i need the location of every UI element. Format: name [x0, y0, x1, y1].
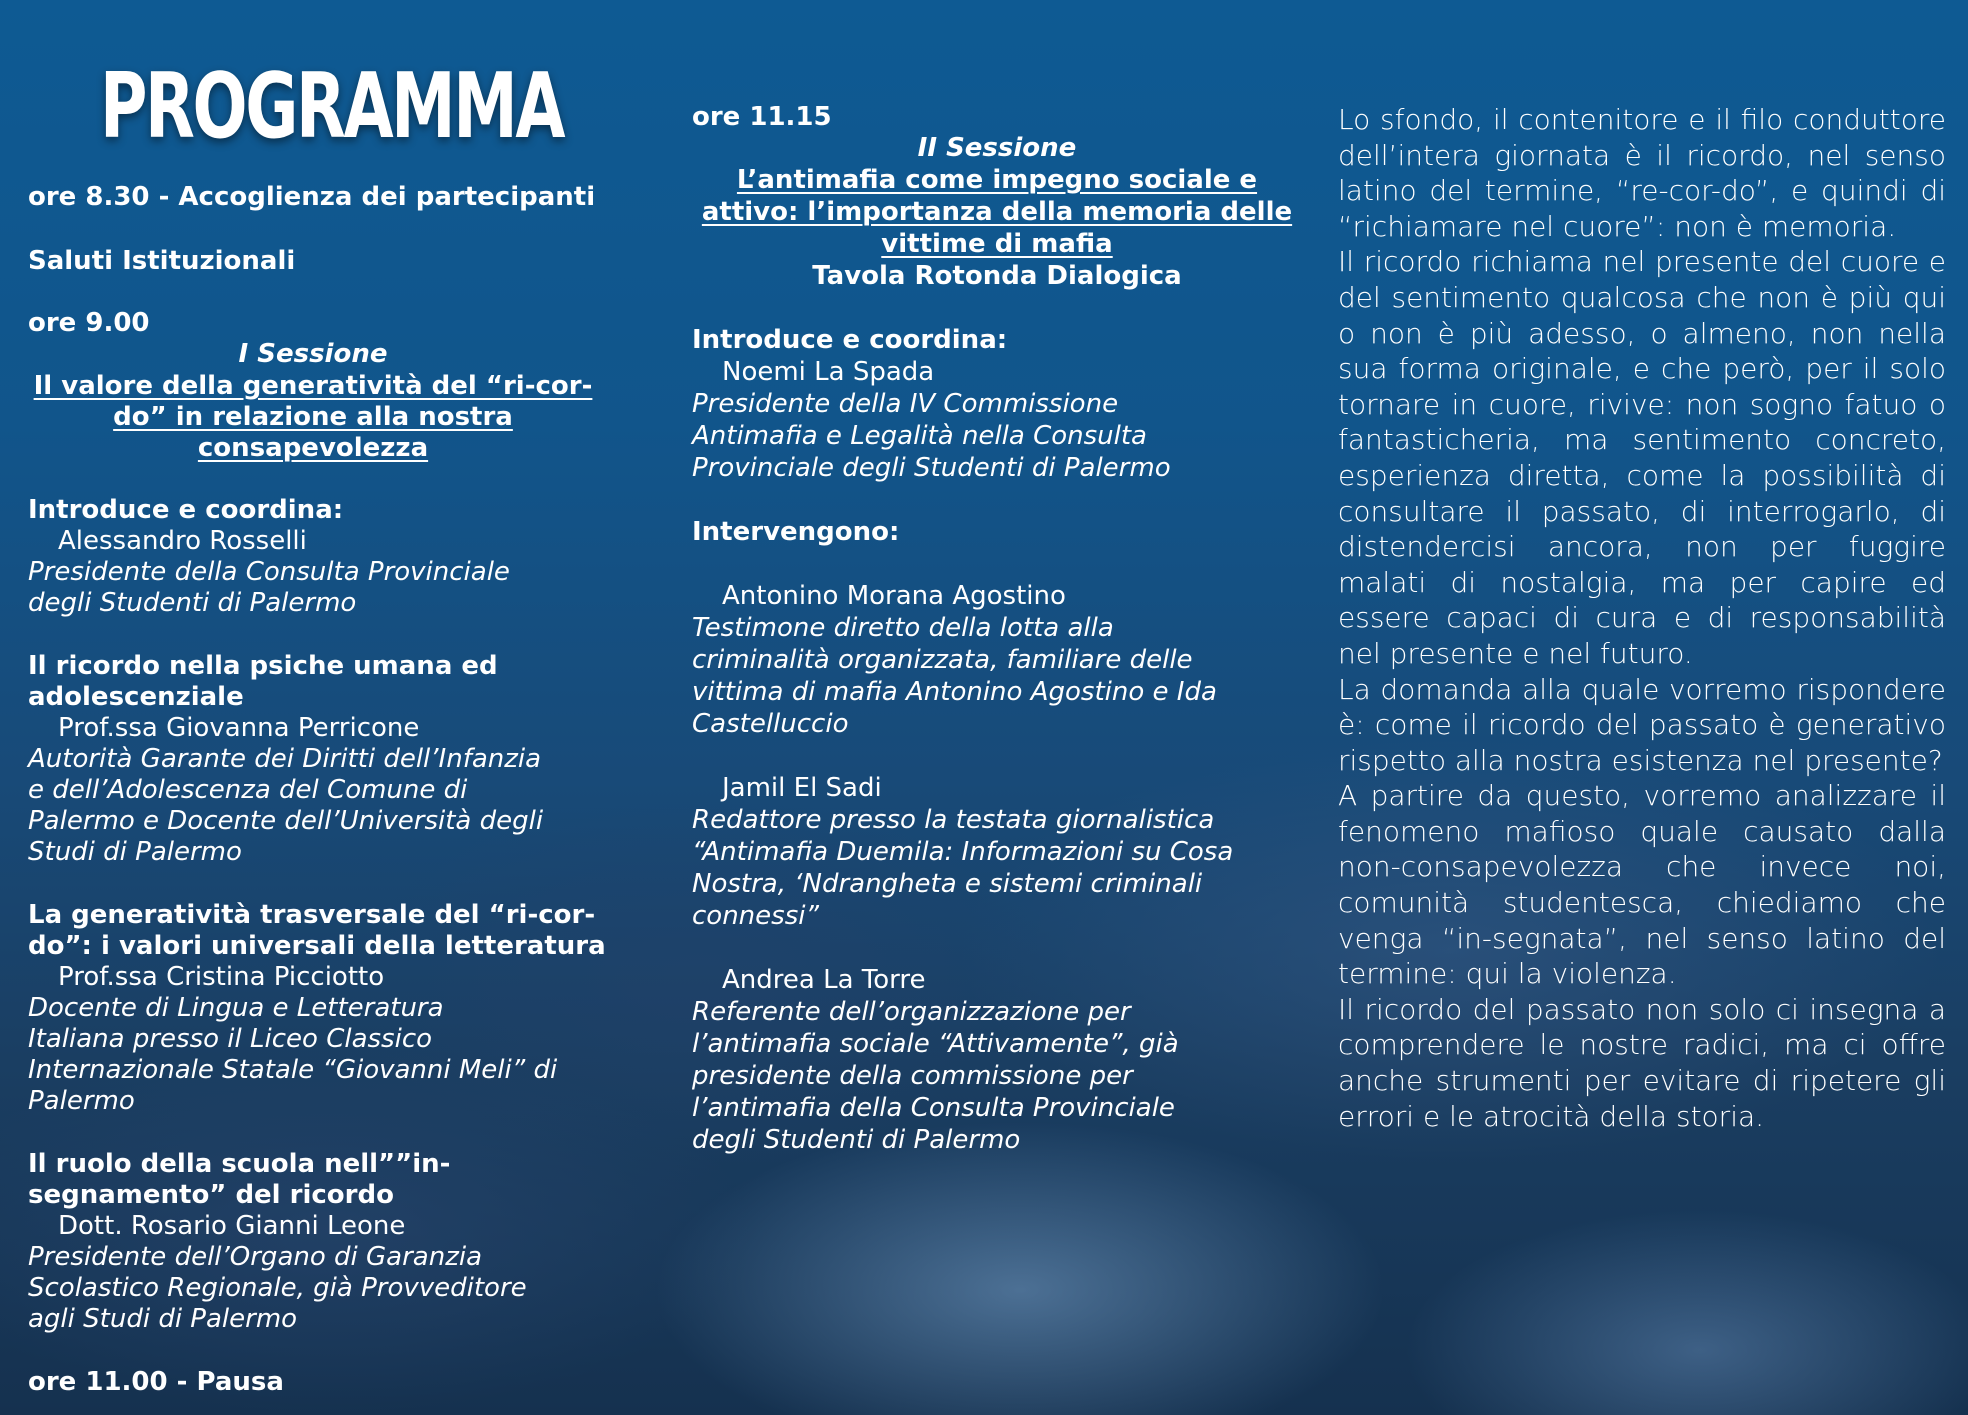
institutional-greetings: Saluti Istituzionali — [28, 246, 296, 276]
talk3-title: Il ruolo della scuola nell””in- — [28, 1149, 451, 1179]
talk2-speaker-role: Italiana presso il Liceo Classico — [28, 1024, 433, 1054]
intro-text-block — [1338, 102, 1946, 1134]
speakers-heading: Intervengono: — [692, 517, 900, 547]
speaker1-role: vittima di mafia Antonino Agostino e Ida — [692, 677, 1217, 707]
paragraph: Il ricordo richiama nel presente del cuore e del sentimento qualcosa che non è più qui o non è più adesso, o almeno, non nella sua forma originale, e che però, per il solo tornare in cuore, rivive: non sogno fatuo o fantasticheria, ma sentimento concreto, esperienza diretta, come la possibilità di consultare il passato, di interrogarlo, di distendercisi ancora, non per fuggire malati di nostalgia, ma per capire ed essere capaci di cura e di responsabilità nel presente e nel futuro. — [1338, 245, 1946, 670]
speaker1-role: criminalità organizzata, familiare delle — [692, 645, 1193, 675]
intro-speaker-role: Provinciale degli Studenti di Palermo — [692, 453, 1171, 483]
talk1-title: adolescenziale — [28, 682, 244, 712]
paragraph: Il ricordo del passato non solo ci insegna a comprendere le nostre radici, ma ci offre anche strumenti per evitare di ripetere gli errori e le atrocità della storia. — [1338, 992, 1946, 1133]
paragraph: Lo sfondo, il contenitore e il filo conduttore dell’intera giornata è il ricordo, nel senso latino del termine, “re-cor-do”, e quindi di “richiamare nel cuore”: non è memoria. — [1338, 103, 1946, 243]
page-title: PROGRAMMA — [100, 54, 564, 159]
intro-heading: Introduce e coordina: — [692, 325, 1008, 355]
paragraph: A partire da questo, vorremo analizzare il fenomeno mafioso quale causato dalla non-consapevolezza che invece noi, comunità studentesca, chiediamo che venga “in-segnata”, nel senso latino del termine: qui la violenza. — [1338, 779, 1946, 991]
talk1-title: Il ricordo nella psiche umana ed — [28, 651, 498, 681]
intro-speaker-role: Presidente della Consulta Provinciale — [28, 557, 510, 587]
speaker3-role: l’antimafia sociale “Attivamente”, già — [692, 1029, 1179, 1059]
talk1-speaker-role: Studi di Palermo — [28, 837, 242, 867]
talk3-title: segnamento” del ricordo — [28, 1180, 394, 1210]
talk2-speaker-name: Prof.ssa Cristina Picciotto — [58, 962, 385, 992]
speaker3-role: degli Studenti di Palermo — [692, 1125, 1021, 1155]
session1-time: ore 9.00 — [28, 308, 150, 338]
talk2-title: La generatività trasversale del “ri-cor- — [28, 900, 596, 930]
session2-format: Tavola Rotonda Dialogica — [812, 261, 1182, 291]
session2-title-line: L’antimafia come impegno sociale e — [736, 165, 1258, 195]
talk2-speaker-role: Docente di Lingua e Letteratura — [28, 993, 444, 1023]
talk2-title: do”: i valori universali della letteratura — [28, 931, 606, 961]
session2-label: II Sessione — [917, 133, 1077, 163]
speaker2-role: Nostra, ‘Ndrangheta e sistemi criminali — [692, 869, 1203, 899]
session1-title-line: consapevolezza — [197, 433, 429, 463]
session2-time: ore 11.15 — [692, 102, 832, 132]
session1-label: I Sessione — [238, 339, 388, 369]
speaker2-role: connessi” — [692, 901, 819, 931]
talk3-speaker-name: Dott. Rosario Gianni Leone — [58, 1211, 406, 1241]
talk1-speaker-role: e dell’Adolescenza del Comune di — [28, 775, 468, 805]
talk3-speaker-role: Scolastico Regionale, già Provveditore — [28, 1273, 527, 1303]
talk3-speaker-role: Presidente dell’Organo di Garanzia — [28, 1242, 482, 1272]
talk1-speaker-role: Palermo e Docente dell’Università degli — [28, 806, 544, 836]
speaker1-role: Testimone diretto della lotta alla — [692, 613, 1114, 643]
welcome-time: ore 8.30 - Accoglienza dei partecipanti — [28, 182, 596, 212]
talk2-speaker-role: Palermo — [28, 1086, 135, 1116]
speaker2-role: “Antimafia Duemila: Informazioni su Cosa — [692, 837, 1234, 867]
intro-speaker-role: degli Studenti di Palermo — [28, 588, 357, 618]
intro-speaker-name: Alessandro Rosselli — [58, 526, 307, 556]
speaker2-name: Jamil El Sadi — [722, 773, 882, 803]
talk3-speaker-role: agli Studi di Palermo — [28, 1304, 298, 1334]
session1-title-line: do” in relazione alla nostra — [113, 402, 513, 432]
intro-speaker-role: Antimafia e Legalità nella Consulta — [692, 421, 1147, 451]
speaker3-role: Referente dell’organizzazione per — [692, 997, 1131, 1027]
intro-heading: Introduce e coordina: — [28, 495, 344, 525]
speaker2-role: Redattore presso la testata giornalistica — [692, 805, 1215, 835]
talk1-speaker-name: Prof.ssa Giovanna Perricone — [58, 713, 420, 743]
speaker1-role: Castelluccio — [692, 709, 849, 739]
talk1-speaker-role: Autorità Garante dei Diritti dell’Infanzia — [28, 744, 542, 774]
intro-speaker-name: Noemi La Spada — [722, 357, 935, 387]
session2-title-line: attivo: l’importanza della memoria delle — [701, 197, 1293, 227]
speaker3-role: presidente della commissione per — [692, 1061, 1133, 1091]
talk2-speaker-role: Internazionale Statale “Giovanni Meli” di — [28, 1055, 558, 1085]
speaker1-name: Antonino Morana Agostino — [722, 581, 1066, 611]
session1-title-line: Il valore della generatività del “ri-cor- — [33, 371, 593, 401]
break-time: ore 11.00 - Pausa — [28, 1367, 284, 1397]
session2-title-line: vittime di mafia — [881, 229, 1113, 259]
paragraph: La domanda alla quale vorremo rispondere è: come il ricordo del passato è generativo rispetto alla nostra esistenza nel presente? — [1338, 672, 1946, 777]
intro-speaker-role: Presidente della IV Commissione — [692, 389, 1119, 419]
speaker3-name: Andrea La Torre — [722, 965, 926, 995]
speaker3-role: l’antimafia della Consulta Provinciale — [692, 1093, 1175, 1123]
